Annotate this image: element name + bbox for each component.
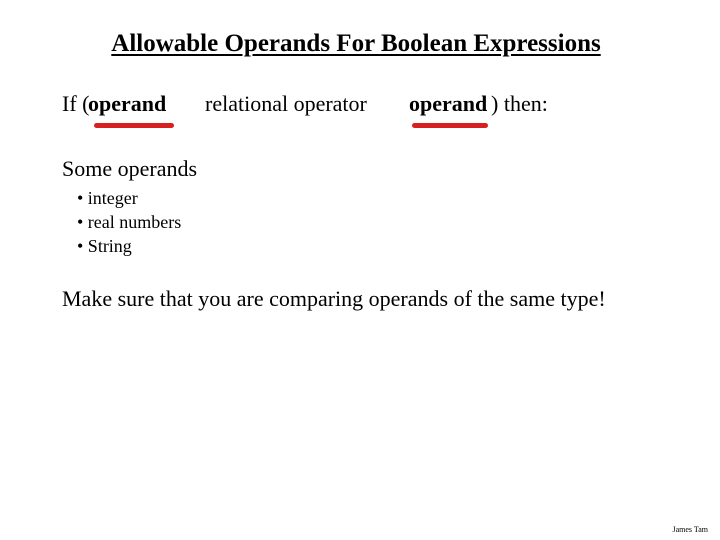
same-type-note: Make sure that you are comparing operands of the same type! bbox=[62, 286, 606, 311]
operand-left: operand bbox=[88, 91, 167, 116]
relational-operator-text: relational operator bbox=[205, 91, 367, 116]
operand-bullet-list bbox=[77, 186, 181, 258]
operand-right: operand bbox=[409, 91, 488, 116]
operand-left-highlight bbox=[94, 123, 174, 128]
author-footer: James Tam bbox=[672, 525, 708, 534]
if-statement-line bbox=[62, 91, 582, 121]
bullet-item: • String bbox=[77, 236, 132, 256]
operand-right-highlight bbox=[412, 123, 488, 128]
slide-title: Allowable Operands For Boolean Expressions bbox=[111, 30, 601, 57]
bullet-item: • integer bbox=[77, 188, 138, 208]
some-operands-heading: Some operands bbox=[62, 156, 198, 181]
bullet-item: • real numbers bbox=[77, 212, 182, 232]
if-prefix: If ( bbox=[62, 91, 90, 116]
if-suffix: ) then: bbox=[491, 91, 548, 116]
